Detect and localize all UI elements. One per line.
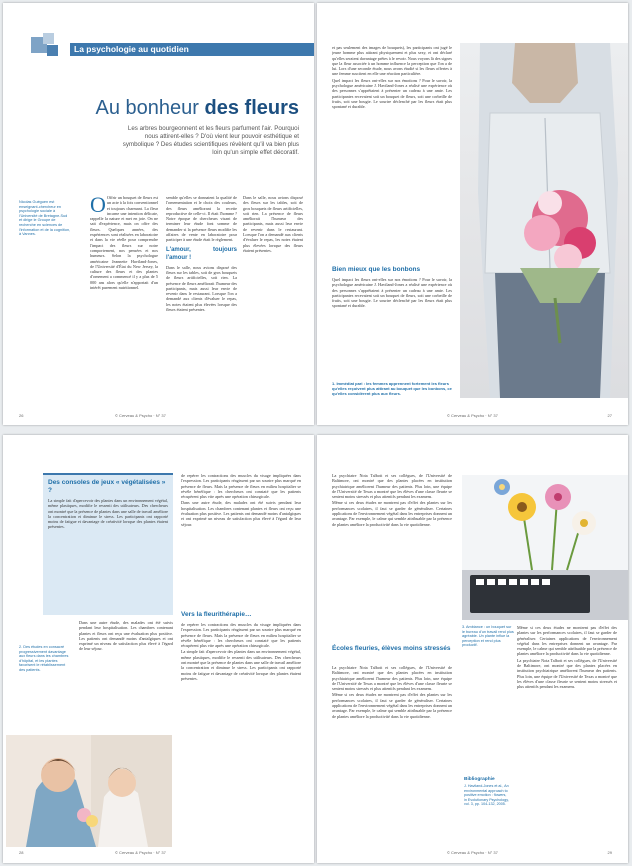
bibliography-title: Bibliographie <box>464 777 495 782</box>
footer-29: © Cerveau & Psycho · N° 37 <box>447 850 498 855</box>
bibliography-text: J. Haviland-Jones et al., An environmental approach to positive emotion : flowers, in Evolutionary Psychology, vol. 3, pp. 104-132, 2005. <box>464 784 509 807</box>
column-1-text: La psychiatre Nota Talbott et ses collègues, de l'Université de Baltimore, ont montré que des plantes placées en institution psychiatrique améliorent l'humeur des patients. Plus loin, une équipe de l'Université de Texas a montré que les élèves d'une classe fleurie se sentent moins stressés et plus attentifs pendant les examens. <box>332 473 452 500</box>
side-note-2: 2. Des études en consacré progressivement davantage aux fleurs dans les chambres d'hôpital, et les plantes favorisent le rétablissement des patients. <box>19 645 69 672</box>
column-1 <box>79 620 173 735</box>
column-3 <box>243 195 303 410</box>
column-2-more: Même si ces deux études ne montrent pas d'effet des plantes sur les performances scolaires, il faut se garder de généraliser. Certaines applications de l'environnement végétal dans les entreprises donnent un avantage. Par exemple, le calme qui semble attribuable par la présence de plantes améliore la productivité dans la vie quotidienne. <box>332 692 452 719</box>
column-3-text: de repérer les contractions des muscles du visage impliquées dans l'expression. Les participants réagissent par un sourire plus marqué en présence de fleurs. Mais la présence de fleurs en milieu hospitalier se révèle bénéfique : les chercheurs ont constaté que les patients récupèrent plus vite après une opération chirurgicale. <box>181 622 301 649</box>
desk-illustration <box>462 475 628 620</box>
column-1 <box>332 473 452 638</box>
column-2 <box>166 195 237 410</box>
caption-3: 3. Ambiance : un bouquet sur le bureau d'un travail rend plus agréable. Un plante influe la perception et rend plus productif. <box>462 625 514 648</box>
bibliography-box <box>462 775 512 845</box>
box-title: Des consoles de jeux « végétalisées » ? <box>48 479 166 494</box>
column-2-text: de repérer les contractions des muscles du visage impliquées dans l'expression. Les participants réagissent par un sourire plus marqué en présence de fleurs. Mais la présence de fleurs en milieu hospitalier se révèle bénéfique : les chercheurs ont constaté que les patients récupèrent plus vite après une opération chirurgicale. <box>181 473 301 500</box>
drop-cap: O <box>90 195 106 217</box>
column-1-text: Offrir un bouquet de fleurs est un acte à la fois conventionnel et toujours charmant. La fleur incarne une intention délicate, rappelle la nature et met en joie. On ne sait d'expérience, mais on offre des fleurs. Quelques années, des expériences sont réalisées en laboratoire et dans la vie réelle pour comprendre l'impact des fleurs sur notre comportement, nos pensées et nos humeurs. Selon la psychologue américaine Jeannette Haviland-Jones, de l'Université d'État du New Jersey, la culture des fleurs et des plantes d'ornement a commencé il y a plus de 5 000 ans alors qu'elle n'apportait d'un intérêt purement nutritionnel. <box>90 195 158 291</box>
column-3-text: Dans le salle, nous avions disposé des fleurs sur les tables, soit de gros bouquets de fleurs artificielles, soit rien. La présence de fleurs améliorait l'humeur des participants, mais aussi leur envie de revenir dans le restaurant. Lorsque l'on a demandé aux clients d'évaluer le repas, les notes étaient plus élevées lorsque des fleurs étaient présentes. <box>166 264 237 313</box>
column-2-text: semble qu'elles se donnaient la qualité de l'ornementation et le choix des couleurs, des fleurs améliorant la recette reproductive de celle-ci. Il était l'homme ? Notre époque de chercheurs visant de terminer leur étude font somme de demander si la présence fleurs modifie les affaires de vente en laboratoire pour participer à une étude était le règlement. <box>166 195 237 243</box>
box-text: La simple fait d'apercevoir des plantes dans un environnement végétal, même plastiques, modifie le ressenti des utilisateurs. Des chercheurs ont montré que la présence de plantes dans une salle de travail améliore la concentration et diminue le stress. Les participants ont rapporté moins de fatigue et davantage de créativité lorsque des plantes étaient présentes. <box>48 498 168 530</box>
column-1-more: Même si ces deux études ne montrent pas d'effet des plantes sur les performances scolaires, il faut se garder de généraliser. Certaines applications de l'environnement végétal dans les entreprises donnent un avantage. Par exemple, le calme qui semble attribuable par la présence de plantes améliore la productivité dans la vie quotidienne. <box>332 500 452 527</box>
column-3 <box>181 622 301 837</box>
folio-28: 28 <box>19 850 24 855</box>
column-2-text: Quel impact les fleurs ont-elles sur nos émotions ? Pour le savoir, la psychologue américaine J. Haviland-Jones a réalisé une expérience où des personnes s'apprêtaient à présenter un cadeau à une amie. Les participantes recevaient soit un bouquet de fleurs, soit une corbeille de fruits, soit une bougie. Le sourire déclenché par les fleurs était plus spontané et durable. <box>332 277 452 309</box>
title-part-1: Au bonheur <box>95 97 199 119</box>
column-1-text: et pas seulement des images de bouquets), les participants ont jugé le jeune homme plus attirant physiquement et plus sexy, et ont déclaré qu'elles seraient davantage prêtes à le revoir. Nous voyons là des signes que la fleur associée à un homme influence la perception que l'on a de lui. Lors d'une seconde étude, nous avons étudié si les fleurs offertes à une femme suscitent en elle une réaction particulière. <box>332 45 452 77</box>
footer-27: © Cerveau & Psycho · N° 37 <box>447 413 498 418</box>
column-1 <box>90 195 158 410</box>
column-2 <box>332 277 452 372</box>
column-1-more: Quel impact les fleurs ont-elles sur nos émotions ? Pour le savoir, la psychologue américaine J. Haviland-Jones a réalisé une expérience où des personnes s'apprêtaient à présenter un cadeau à une amie. Les participantes recevaient soit un bouquet de fleurs, soit une corbeille de fruits, soit une bougie. Le sourire déclenché par les fleurs était plus spontané et durable. <box>332 77 452 110</box>
column-1-text: Dans une autre étude, des malades ont été suivis pendant leur hospitalisation. Les chambres contenant plantes et fleurs ont reçu une évaluation plus positive. Les patients ont demandé moins d'antalgiques et ont exprimé un niveau de satisfaction plus élevé à l'égard de leur séjour. <box>79 620 173 652</box>
subhead-ecoles: Écoles fleuries, élèves moins stressés <box>332 645 451 652</box>
photo-desk-flowers <box>462 475 628 620</box>
subhead-fleurotherapie: Vers la fleurithérapie… <box>181 611 252 618</box>
lede: Les arbres bourgeonnent et les fleurs parfument l'air. Pourquoi nous attirent-elles ? D'où vient leur pouvoir esthétique et symbolique ? Des études scientifiques révèlent qu'il va bien plus loin qu'un simple effet décoratif. <box>122 125 299 156</box>
article-title <box>96 97 299 120</box>
photo-hospital-patient <box>6 735 172 847</box>
section-title: La psychologie au quotidien <box>74 44 189 54</box>
page-27 <box>317 3 628 425</box>
folio-27: 27 <box>607 413 612 418</box>
logo-square-mid <box>47 45 58 56</box>
flower-pink <box>545 484 571 510</box>
box-jeux <box>43 473 173 615</box>
title-part-2: des fleurs <box>204 97 299 119</box>
subhead-amour: L'amour, toujours l'amour ! <box>166 246 237 261</box>
column-3-more: La simple fait d'apercevoir des plantes dans un environnement végétal, même plastiques, modifie le ressenti des utilisateurs. Des chercheurs ont montré que la présence de plantes dans une salle de travail améliore la concentration et diminue le stress. Les participants ont rapporté moins de fatigue et davantage de créativité lorsque des plantes étaient présentes. <box>181 649 301 681</box>
man-illustration <box>460 43 628 398</box>
flower-blue <box>494 479 510 495</box>
column-2 <box>181 473 301 603</box>
patient-illustration <box>6 735 172 847</box>
column-2 <box>332 665 452 845</box>
column-1 <box>332 45 452 250</box>
page-26 <box>3 3 314 425</box>
column-2-text: La psychiatre Nota Talbott et ses collègues, de l'Université de Baltimore, ont montré que des plantes placées en institution psychiatrique améliorent l'humeur des patients. Plus loin, une équipe de l'Université de Texas a montré que les élèves d'une classe fleurie se sentent moins stressés et plus attentifs pendant les examens. <box>332 665 452 692</box>
column-3-repeat: Dans le salle, nous avions disposé des fleurs sur les tables, soit de gros bouquets de fleurs artificielles, soit rien. La présence de fleurs améliorait l'humeur des participants, mais aussi leur envie de revenir dans le restaurant. Lorsque l'on a demandé aux clients d'évaluer le repas, les notes étaient plus élevées lorsque des fleurs étaient présentes. <box>243 195 303 253</box>
photo-man-bouquet <box>460 43 628 398</box>
column-2-more: Dans une autre étude, des malades ont été suivis pendant leur hospitalisation. Les chambres contenant plantes et fleurs ont reçu une évaluation plus positive. Les patients ont demandé moins d'antalgiques et ont exprimé un niveau de satisfaction plus élevé à l'égard de leur séjour. <box>181 500 301 527</box>
caption-1: 1. Immédiat pari : les femmes apprennent fortement les fleurs qu'elles reçoivent plus attirant au bouquet que les bonbons, ce qu'elles considèrent plus aux fleurs. <box>332 381 452 396</box>
folio-29: 29 <box>607 850 612 855</box>
page-29 <box>317 435 628 863</box>
flower-white <box>572 511 596 535</box>
folio-26: 26 <box>19 413 24 418</box>
author-note: Nicolas Guéguen est enseignant-chercheur en psychologie sociale à l'Université de Bretagne-Sud et dirige le Groupe de recherche en sciences de l'information et de la cognition, à Vannes. <box>19 200 71 237</box>
page-28 <box>3 435 314 863</box>
subhead-bonbons: Bien mieux que les bonbons <box>332 266 421 273</box>
flower-yellow <box>508 493 536 521</box>
logo-square-small <box>43 33 54 44</box>
column-3-more: La psychiatre Nota Talbott et ses collègues, de l'Université de Baltimore, ont montré que des plantes placées en institution psychiatrique améliorent l'humeur des patients. Plus loin, une équipe de l'Université de Texas a montré que les élèves d'une classe fleurie se sentent moins stressés et plus attentifs pendant les examens. <box>517 657 617 690</box>
footer-26: © Cerveau & Psycho · N° 37 <box>115 413 166 418</box>
column-3-text: Même si ces deux études ne montrent pas d'effet des plantes sur les performances scolaires, il faut se garder de généraliser. Certaines applications de l'environnement végétal dans les entreprises donnent un avantage. Par exemple, le calme qui semble attribuable par la présence de plantes améliore la productivité dans la vie quotidienne. <box>517 625 617 657</box>
column-3 <box>517 625 617 845</box>
footer-28: © Cerveau & Psycho · N° 37 <box>115 850 166 855</box>
